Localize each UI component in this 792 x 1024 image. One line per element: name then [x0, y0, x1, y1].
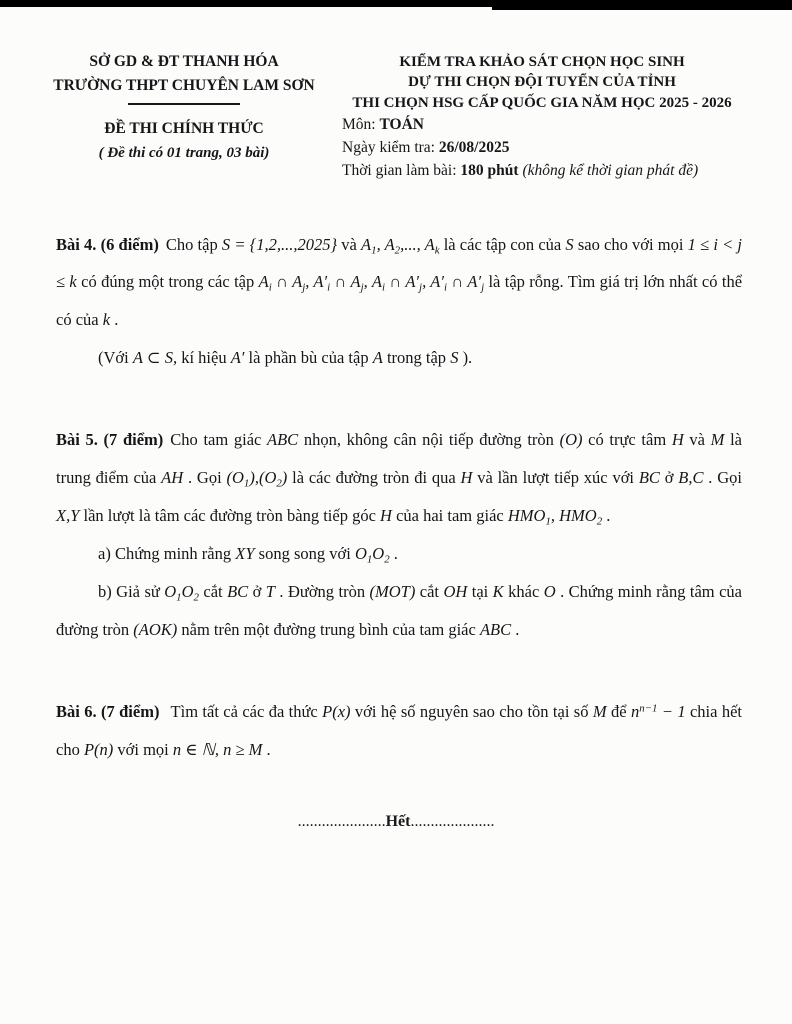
math-segment: $A_i$ ∩ $A_j$, $A'_i$ ∩ $A_j$, $A_i$ ∩ $A'_j$, $A'_i$ ∩ $A'_j$: [258, 272, 485, 294]
text-segment: để: [606, 701, 631, 721]
document-header: [0, 0, 792, 182]
problem-paragraph: [56, 693, 742, 769]
math-segment: S: [565, 234, 574, 254]
duration-line: [330, 161, 754, 182]
problem-label: Bài 5. (7 điểm): [56, 430, 164, 450]
text-segment: và: [337, 234, 362, 254]
problem-bai-5: [56, 421, 742, 649]
math-segment: ABC: [267, 430, 299, 450]
text-segment: là trung điểm của: [56, 430, 742, 488]
math-segment: P(n): [83, 739, 114, 759]
text-segment: nằm trên một đường trung bình của tam giác: [177, 619, 480, 639]
date-label: Ngày kiểm tra:: [342, 138, 439, 156]
math-segment: n ∈ ℕ, n ≥ M: [172, 739, 263, 759]
text-segment: là các đường tròn đi qua: [287, 468, 461, 488]
math-segment: $(O_1),(O_2)$: [226, 468, 288, 490]
subject-line: [330, 115, 754, 136]
text-segment: .: [110, 310, 119, 330]
footer-dots-right: .....................: [410, 812, 495, 830]
text-segment: của hai tam giác: [391, 506, 508, 526]
math-segment: H: [380, 506, 392, 526]
text-segment: Tìm tất cả các đa thức: [166, 701, 323, 721]
text-segment: nhọn, không cân nội tiếp đường tròn: [298, 430, 560, 450]
text-segment: với hệ số nguyên sao cho tồn tại số: [350, 701, 593, 721]
problems: [0, 182, 792, 769]
text-segment: có đúng một trong các tập: [76, 272, 259, 292]
text-segment: a) Chứng minh rằng: [98, 544, 236, 564]
problem-paragraph: [56, 573, 742, 649]
text-segment: .: [389, 544, 398, 564]
math-segment: $A_1$, $A_2$,..., $A_k$: [361, 234, 440, 256]
text-segment: . Đường tròn: [274, 582, 370, 602]
problem-label: Bài 6. (7 điểm): [56, 701, 160, 721]
exam-title-line-2: DỰ THI CHỌN ĐỘI TUYỂN CỦA TỈNH: [408, 74, 676, 91]
problem-bai-4: [56, 226, 742, 378]
math-segment: S = {1,2,...,2025}: [221, 234, 338, 254]
header-underline-rule: [128, 103, 240, 105]
math-segment: H: [460, 468, 473, 488]
exam-note: ( Đề thi có 01 trang, 03 bài): [98, 144, 270, 161]
text-segment: chia hết cho: [56, 701, 743, 759]
math-segment: $O_1O_2$: [164, 582, 199, 604]
math-segment: $O_1O_2$: [354, 544, 390, 566]
text-segment: ).: [458, 348, 473, 368]
text-segment: là tập rỗng. Tìm giá trị lớn nhất có thể có của: [56, 272, 743, 330]
problem-paragraph: [56, 421, 742, 535]
text-segment: sao cho với mọi: [573, 234, 688, 254]
text-segment: (Với: [98, 348, 133, 368]
math-segment: A: [372, 348, 383, 368]
exam-type: ĐỀ THI CHÍNH THỨC: [104, 119, 264, 137]
text-segment: Cho tam giác: [170, 430, 268, 450]
footer-dots-left: ......................: [297, 812, 386, 830]
math-segment: (O): [559, 430, 583, 450]
text-segment: .: [262, 739, 271, 759]
math-segment: AH: [161, 468, 184, 488]
text-segment: .: [511, 619, 520, 639]
text-segment: ở: [659, 468, 679, 488]
exam-title-line-3: THI CHỌN HSG CẤP QUỐC GIA NĂM HỌC 2025 - 2026: [352, 94, 732, 111]
text-segment: cắt: [415, 582, 444, 602]
text-segment: .: [602, 506, 611, 526]
text-segment: có trực tâm: [582, 430, 672, 450]
duration-note: (không kể thời gian phát đề): [522, 161, 699, 179]
subject-value: TOÁN: [379, 115, 424, 133]
duration-value: 180 phút: [460, 161, 523, 179]
text-segment: và lần lượt tiếp xúc với: [472, 468, 639, 488]
math-segment: T: [265, 582, 275, 602]
math-segment: $HMO_1$, $HMO_2$: [507, 506, 603, 528]
problem-label: Bài 4. (6 điểm): [56, 234, 159, 254]
exam-title-line-1: KIỂM TRA KHẢO SÁT CHỌN HỌC SINH: [399, 54, 685, 70]
math-segment: $n^{n-1} - 1$: [630, 701, 686, 721]
header-left-block: [38, 52, 330, 182]
header-right-block: [330, 52, 754, 182]
text-segment: tại: [467, 582, 493, 602]
math-segment: K: [492, 582, 504, 602]
math-segment: BC: [227, 582, 249, 602]
problem-paragraph: [56, 339, 742, 377]
text-segment: ở: [248, 582, 266, 602]
text-segment: và: [683, 430, 711, 450]
math-segment: k: [102, 310, 111, 330]
exam-date-line: [330, 138, 754, 159]
math-segment: P(x): [322, 701, 351, 721]
text-segment: là phần bù của tập: [244, 348, 373, 368]
text-segment: Cho tập: [165, 234, 222, 254]
math-segment: X,Y: [56, 506, 80, 526]
math-segment: O: [543, 582, 556, 602]
text-segment: song song với: [254, 544, 355, 564]
math-segment: BC: [638, 468, 660, 488]
math-segment: A ⊂ S,: [132, 348, 178, 368]
text-segment: cắt: [198, 582, 228, 602]
text-segment: . Chứng minh rằng tâm của đường tròn: [56, 582, 742, 639]
subject-label: Môn:: [342, 115, 380, 133]
math-segment: A′: [230, 348, 245, 368]
math-segment: XY: [235, 544, 255, 564]
problem-paragraph: [56, 535, 742, 573]
math-segment: ABC: [479, 619, 512, 639]
math-segment: M: [710, 430, 725, 450]
scan-artifact-top-right-bar: [492, 0, 792, 10]
date-value: 26/08/2025: [438, 138, 510, 156]
math-segment: H: [671, 430, 684, 450]
math-segment: M: [592, 701, 607, 721]
duration-label: Thời gian làm bài:: [342, 161, 461, 179]
text-segment: là các tập con của: [439, 234, 566, 254]
math-segment: (AOK): [133, 619, 178, 639]
text-segment: . Gọi: [703, 468, 742, 488]
text-segment: kí hiệu: [177, 348, 231, 368]
department-name: SỞ GD & ĐT THANH HÓA: [89, 53, 279, 70]
text-segment: lần lượt là tâm các đường tròn bàng tiếp góc: [79, 506, 381, 526]
text-segment: khác: [503, 582, 544, 602]
text-segment: với mọi: [113, 739, 173, 759]
footer-word: Hết: [385, 812, 411, 830]
math-segment: B,C: [678, 468, 704, 488]
math-segment: (MOT): [369, 582, 416, 602]
problem-bai-6: [56, 693, 742, 769]
text-segment: b) Giả sử: [98, 582, 165, 602]
end-of-exam-marker: [0, 813, 792, 831]
problem-paragraph: [56, 226, 742, 340]
text-segment: trong tập: [382, 348, 451, 368]
math-segment: OH: [443, 582, 468, 602]
math-segment: S: [450, 348, 459, 368]
math-segment: 1 ≤ i < j ≤ k: [56, 234, 742, 292]
text-segment: . Gọi: [183, 468, 227, 488]
school-name: TRƯỜNG THPT CHUYÊN LAM SƠN: [53, 76, 315, 94]
